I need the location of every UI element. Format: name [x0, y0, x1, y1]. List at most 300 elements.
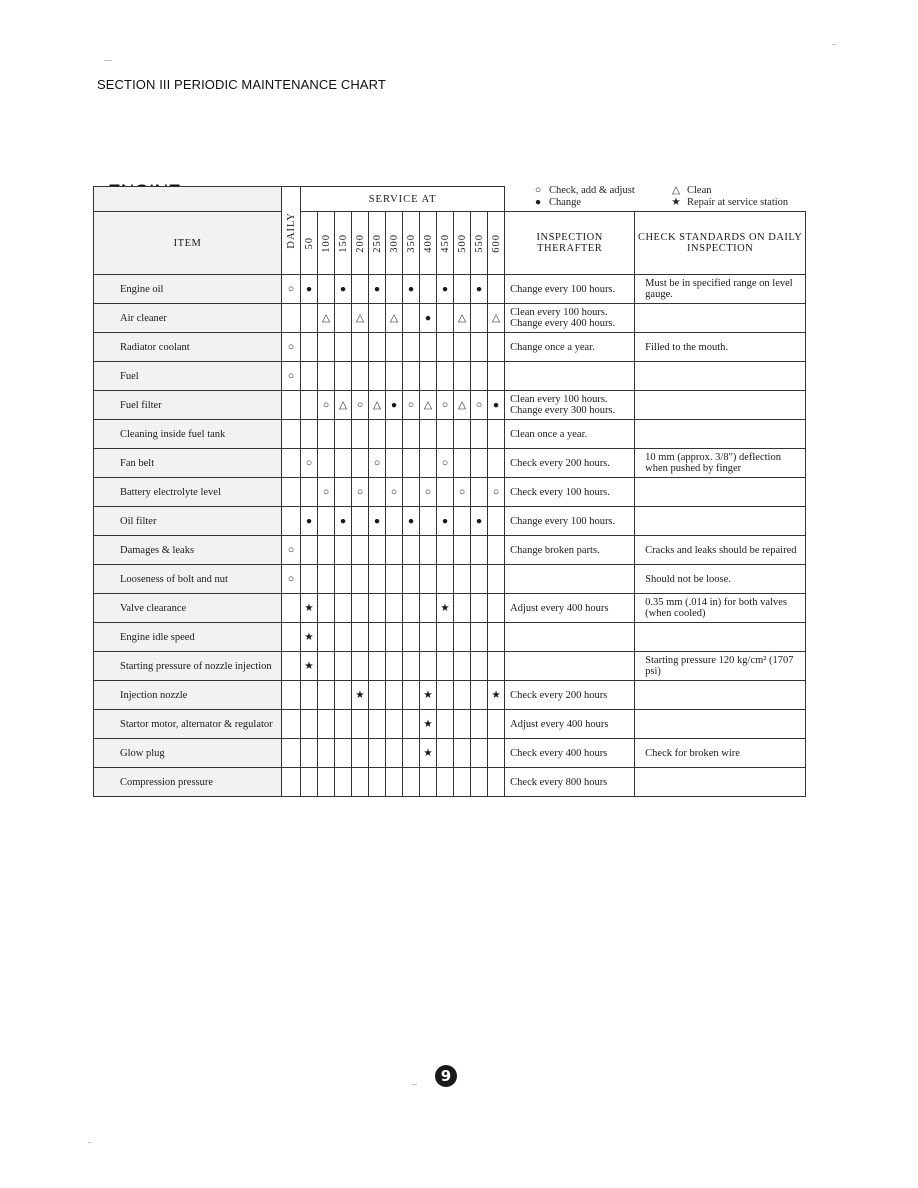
interval-header [488, 212, 505, 275]
service-mark [335, 478, 352, 507]
service-mark [352, 565, 369, 594]
service-mark: ● [471, 507, 488, 536]
service-mark: △ [352, 304, 369, 333]
service-mark [352, 536, 369, 565]
interval-label: 600 [490, 233, 502, 253]
service-mark [318, 681, 335, 710]
interval-label: 50 [303, 236, 315, 250]
service-mark [488, 362, 505, 391]
service-mark [335, 304, 352, 333]
service-mark [420, 594, 437, 623]
service-mark [437, 536, 454, 565]
table-row [94, 449, 806, 478]
daily-mark: ○ [282, 536, 301, 565]
daily-mark: ○ [282, 275, 301, 304]
inspection-text: Check every 200 hours. [505, 449, 635, 478]
service-mark [318, 275, 335, 304]
service-mark [454, 420, 471, 449]
service-mark [369, 739, 386, 768]
service-mark [318, 536, 335, 565]
service-mark: △ [369, 391, 386, 420]
service-mark [471, 536, 488, 565]
service-mark [386, 710, 403, 739]
page-number: 9 [435, 1065, 457, 1087]
service-mark [335, 594, 352, 623]
table-row [94, 594, 806, 623]
service-mark: ○ [386, 478, 403, 507]
table-row [94, 739, 806, 768]
inspection-text: Change every 100 hours. [505, 275, 635, 304]
service-mark [369, 652, 386, 681]
service-mark [488, 594, 505, 623]
interval-header [386, 212, 403, 275]
service-mark [403, 478, 420, 507]
service-mark [403, 681, 420, 710]
service-mark: ○ [301, 449, 318, 478]
check-standards-header: CHECK STANDARDS ON DAILY INSPECTION [635, 212, 806, 275]
table-row [94, 478, 806, 507]
service-mark: ○ [352, 478, 369, 507]
check-standard-text [635, 362, 806, 391]
service-mark [403, 333, 420, 362]
service-mark [488, 623, 505, 652]
service-mark [420, 623, 437, 652]
service-mark: ○ [488, 478, 505, 507]
inspection-text: Change broken parts. [505, 536, 635, 565]
service-mark [403, 536, 420, 565]
inspection-text: Check every 100 hours. [505, 478, 635, 507]
service-mark [352, 652, 369, 681]
table-row [94, 536, 806, 565]
service-mark [301, 536, 318, 565]
table-row [94, 681, 806, 710]
maintenance-table [93, 186, 806, 797]
inspection-text: Change once a year. [505, 333, 635, 362]
daily-mark: ○ [282, 362, 301, 391]
service-mark [437, 420, 454, 449]
service-mark: ● [437, 275, 454, 304]
check-standard-text [635, 507, 806, 536]
service-mark [420, 507, 437, 536]
service-mark [488, 275, 505, 304]
maintenance-chart [93, 186, 805, 791]
inspection-text [505, 623, 635, 652]
service-mark [420, 420, 437, 449]
interval-header [335, 212, 352, 275]
service-mark [420, 449, 437, 478]
check-standard-text: Should not be loose. [635, 565, 806, 594]
service-mark [335, 420, 352, 449]
service-mark [369, 536, 386, 565]
item-name: Valve clearance [94, 594, 282, 623]
service-mark [335, 681, 352, 710]
inspection-text: Clean once a year. [505, 420, 635, 449]
inspection-text: Adjust every 400 hours [505, 710, 635, 739]
inspection-header: INSPECTION THERAFTER [505, 212, 635, 275]
interval-label: 500 [456, 233, 468, 253]
item-name: Cleaning inside fuel tank [94, 420, 282, 449]
item-name: Starting pressure of nozzle injection [94, 652, 282, 681]
check-standard-text: 10 mm (approx. 3/8") deflection when pushed by finger [635, 449, 806, 478]
table-row [94, 623, 806, 652]
service-mark [369, 594, 386, 623]
service-mark [369, 623, 386, 652]
table-row [94, 565, 806, 594]
service-mark [335, 333, 352, 362]
service-mark [488, 652, 505, 681]
service-mark [369, 420, 386, 449]
service-mark [386, 594, 403, 623]
service-mark [386, 623, 403, 652]
service-mark: △ [420, 391, 437, 420]
table-row [94, 420, 806, 449]
service-mark [301, 362, 318, 391]
service-mark [352, 768, 369, 797]
daily-label: DAILY [285, 212, 297, 249]
interval-label: 250 [371, 233, 383, 253]
service-mark [318, 739, 335, 768]
service-mark [454, 536, 471, 565]
interval-header [369, 212, 386, 275]
table-row [94, 362, 806, 391]
service-mark [403, 623, 420, 652]
table-row [94, 275, 806, 304]
service-mark [437, 710, 454, 739]
service-mark [369, 681, 386, 710]
service-mark [318, 449, 335, 478]
daily-mark [282, 478, 301, 507]
service-mark [352, 420, 369, 449]
service-mark: ● [403, 507, 420, 536]
service-mark [403, 739, 420, 768]
service-mark [318, 710, 335, 739]
service-mark [437, 652, 454, 681]
service-mark: ● [403, 275, 420, 304]
item-name: Looseness of bolt and nut [94, 565, 282, 594]
service-mark: ○ [403, 391, 420, 420]
service-mark [454, 652, 471, 681]
service-mark [420, 565, 437, 594]
change-symbol-icon: ● [534, 197, 542, 208]
service-mark [403, 710, 420, 739]
service-mark [369, 333, 386, 362]
table-row [94, 652, 806, 681]
check-standard-text [635, 623, 806, 652]
interval-header [454, 212, 471, 275]
daily-mark [282, 594, 301, 623]
service-mark [335, 362, 352, 391]
table-row [94, 391, 806, 420]
table-row [94, 304, 806, 333]
service-mark [386, 275, 403, 304]
service-mark [386, 536, 403, 565]
service-mark [420, 652, 437, 681]
service-mark [386, 333, 403, 362]
service-mark: ★ [301, 594, 318, 623]
service-mark: ● [488, 391, 505, 420]
service-mark: ★ [420, 681, 437, 710]
service-mark: ● [420, 304, 437, 333]
daily-header [282, 187, 301, 275]
service-mark [488, 710, 505, 739]
service-mark [301, 739, 318, 768]
service-mark [471, 478, 488, 507]
item-name: Fan belt [94, 449, 282, 478]
blank-top-right [505, 187, 635, 212]
service-mark: ○ [318, 391, 335, 420]
service-mark [352, 623, 369, 652]
service-mark [454, 623, 471, 652]
service-mark [471, 420, 488, 449]
item-name: Radiator coolant [94, 333, 282, 362]
service-mark [471, 623, 488, 652]
service-mark [471, 652, 488, 681]
service-at-header: SERVICE AT [301, 187, 505, 212]
service-mark: △ [318, 304, 335, 333]
interval-header [471, 212, 488, 275]
service-mark [335, 449, 352, 478]
service-mark: ★ [352, 681, 369, 710]
item-name: Air cleaner [94, 304, 282, 333]
daily-mark [282, 710, 301, 739]
service-mark: ★ [301, 652, 318, 681]
service-mark [403, 362, 420, 391]
service-mark [318, 420, 335, 449]
service-mark [471, 304, 488, 333]
service-mark [369, 478, 386, 507]
legend-check-label: Check, add & adjust [549, 185, 635, 196]
service-mark [352, 594, 369, 623]
daily-mark [282, 739, 301, 768]
item-name: Startor motor, alternator & regulator [94, 710, 282, 739]
interval-label: 200 [354, 233, 366, 253]
check-standard-text [635, 420, 806, 449]
service-mark [301, 391, 318, 420]
service-mark [318, 623, 335, 652]
item-name: Engine oil [94, 275, 282, 304]
legend-clean-label: Clean [687, 185, 712, 196]
service-mark [437, 768, 454, 797]
service-mark [318, 594, 335, 623]
service-mark: ○ [352, 391, 369, 420]
service-mark [301, 304, 318, 333]
service-mark [335, 565, 352, 594]
service-mark [454, 565, 471, 594]
service-mark: ● [335, 507, 352, 536]
daily-mark [282, 449, 301, 478]
service-mark [369, 768, 386, 797]
service-mark [369, 362, 386, 391]
service-mark: ○ [471, 391, 488, 420]
service-mark: ○ [420, 478, 437, 507]
service-mark [420, 362, 437, 391]
service-mark: △ [454, 391, 471, 420]
service-mark [471, 768, 488, 797]
inspection-text: Check every 400 hours [505, 739, 635, 768]
daily-mark [282, 652, 301, 681]
service-mark [386, 362, 403, 391]
service-mark [386, 681, 403, 710]
item-name: Glow plug [94, 739, 282, 768]
service-mark [352, 362, 369, 391]
service-mark: ● [301, 507, 318, 536]
service-mark [318, 362, 335, 391]
service-mark [454, 507, 471, 536]
service-mark [437, 739, 454, 768]
service-mark [318, 565, 335, 594]
service-mark [403, 768, 420, 797]
service-mark: ● [471, 275, 488, 304]
item-name: Battery electrolyte level [94, 478, 282, 507]
service-mark [403, 449, 420, 478]
service-mark: ★ [437, 594, 454, 623]
scan-speck [88, 1142, 91, 1143]
service-mark [352, 449, 369, 478]
service-mark: △ [454, 304, 471, 333]
service-mark [454, 768, 471, 797]
table-row [94, 507, 806, 536]
check-standard-text [635, 391, 806, 420]
service-mark [369, 565, 386, 594]
table-row [94, 768, 806, 797]
service-mark [420, 768, 437, 797]
service-mark [352, 275, 369, 304]
service-mark [471, 449, 488, 478]
check-standard-text: Check for broken wire [635, 739, 806, 768]
blank-top-right-2 [635, 187, 806, 212]
service-mark [386, 652, 403, 681]
check-standard-text [635, 478, 806, 507]
clean-symbol-icon: △ [671, 185, 681, 196]
interval-label: 450 [439, 233, 451, 253]
daily-mark [282, 681, 301, 710]
service-mark: △ [335, 391, 352, 420]
service-mark [335, 623, 352, 652]
service-mark [420, 275, 437, 304]
service-mark [437, 333, 454, 362]
service-mark [437, 362, 454, 391]
service-mark [471, 594, 488, 623]
service-mark [403, 594, 420, 623]
service-mark [301, 710, 318, 739]
inspection-text: Clean every 100 hours. Change every 400 hours. [505, 304, 635, 333]
service-mark [454, 594, 471, 623]
service-mark [403, 565, 420, 594]
check-standard-text [635, 710, 806, 739]
service-mark: ● [386, 391, 403, 420]
daily-mark [282, 507, 301, 536]
blank-corner [94, 187, 282, 212]
interval-header [318, 212, 335, 275]
service-mark [335, 739, 352, 768]
service-mark [352, 333, 369, 362]
interval-label: 300 [388, 233, 400, 253]
service-mark [488, 449, 505, 478]
scan-speck [104, 60, 112, 61]
service-mark [386, 420, 403, 449]
service-mark [386, 565, 403, 594]
service-mark [437, 623, 454, 652]
check-standard-text: Cracks and leaks should be repaired [635, 536, 806, 565]
service-mark [488, 536, 505, 565]
service-mark: ○ [437, 391, 454, 420]
service-mark [301, 565, 318, 594]
interval-header [301, 212, 318, 275]
legend-change-label: Change [549, 197, 582, 208]
service-mark [471, 565, 488, 594]
interval-header [352, 212, 369, 275]
service-mark [301, 478, 318, 507]
service-mark: ★ [488, 681, 505, 710]
service-mark [454, 333, 471, 362]
service-mark: ● [335, 275, 352, 304]
item-name: Oil filter [94, 507, 282, 536]
item-name: Injection nozzle [94, 681, 282, 710]
item-header: ITEM [94, 212, 282, 275]
interval-header [403, 212, 420, 275]
service-mark [386, 449, 403, 478]
service-mark [335, 768, 352, 797]
service-mark [437, 565, 454, 594]
service-mark: ○ [454, 478, 471, 507]
service-mark [403, 652, 420, 681]
service-mark [386, 507, 403, 536]
inspection-text: Clean every 100 hours. Change every 300 hours. [505, 391, 635, 420]
daily-mark: ○ [282, 333, 301, 362]
service-mark: △ [386, 304, 403, 333]
daily-mark [282, 768, 301, 797]
service-mark [318, 652, 335, 681]
service-mark [318, 507, 335, 536]
daily-mark [282, 391, 301, 420]
page-header: SECTION III PERIODIC MAINTENANCE CHART [97, 77, 386, 92]
service-mark: ★ [420, 739, 437, 768]
service-mark [420, 333, 437, 362]
service-mark [437, 681, 454, 710]
check-symbol-icon: ○ [534, 185, 542, 196]
check-standard-text: Starting pressure 120 kg/cm² (1707 psi) [635, 652, 806, 681]
interval-header [437, 212, 454, 275]
service-mark [471, 681, 488, 710]
service-mark [471, 362, 488, 391]
inspection-text: Check every 200 hours [505, 681, 635, 710]
interval-label: 100 [320, 233, 332, 253]
interval-label: 550 [473, 233, 485, 253]
item-name: Compression pressure [94, 768, 282, 797]
item-name: Fuel [94, 362, 282, 391]
service-mark: ★ [301, 623, 318, 652]
service-mark [488, 333, 505, 362]
service-mark [437, 304, 454, 333]
scan-speck [412, 1084, 417, 1085]
service-mark: ● [369, 507, 386, 536]
service-mark [471, 739, 488, 768]
service-mark [437, 478, 454, 507]
service-mark [454, 362, 471, 391]
service-mark: ○ [437, 449, 454, 478]
service-mark [454, 710, 471, 739]
service-mark [454, 681, 471, 710]
item-name: Damages & leaks [94, 536, 282, 565]
check-standard-text [635, 304, 806, 333]
service-mark [420, 536, 437, 565]
service-mark [318, 768, 335, 797]
maintenance-rows [94, 275, 806, 797]
service-mark [488, 565, 505, 594]
daily-mark [282, 304, 301, 333]
daily-mark [282, 623, 301, 652]
check-standard-text: Must be in specified range on level gauge. [635, 275, 806, 304]
